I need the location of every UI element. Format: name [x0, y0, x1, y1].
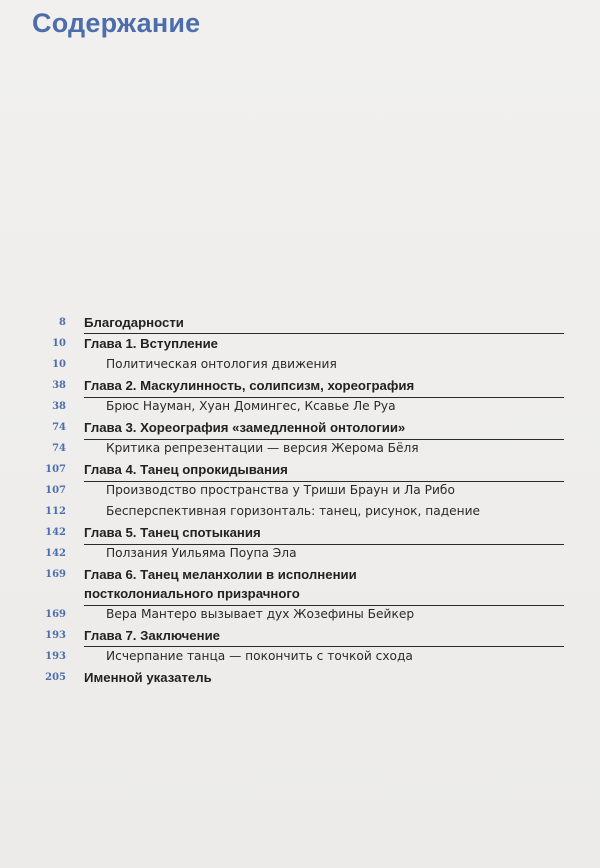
- chapter-title: Именной указатель: [84, 670, 212, 685]
- chapter-title: Глава 4. Танец опрокидывания: [84, 462, 288, 477]
- toc-entry[interactable]: [0, 523, 600, 544]
- toc-entry[interactable]: [0, 313, 600, 334]
- section-title: Ползания Уильяма Поупа Эла: [106, 546, 297, 560]
- page-number: 107: [45, 485, 66, 496]
- divider: [84, 605, 564, 606]
- divider: [84, 646, 564, 647]
- toc-entry[interactable]: [0, 565, 600, 605]
- toc-entry[interactable]: [0, 418, 600, 439]
- toc-subentry[interactable]: [0, 605, 600, 626]
- page-number: 74: [52, 443, 66, 454]
- section-title: Бесперспективная горизонталь: танец, рисунок, падение: [106, 504, 481, 518]
- page-number: 142: [45, 548, 66, 559]
- page-number: 38: [52, 380, 66, 391]
- toc-entry[interactable]: [0, 334, 600, 355]
- chapter-title: Благодарности: [84, 315, 184, 330]
- page-number: 38: [52, 401, 66, 412]
- toc-subentry[interactable]: [0, 439, 600, 460]
- toc-entry[interactable]: [0, 668, 600, 689]
- toc-entry[interactable]: [0, 460, 600, 481]
- section-title: Вера Мантеро вызывает дух Жозефины Бейкер: [106, 607, 415, 621]
- page-number: 74: [52, 422, 66, 433]
- toc-entry[interactable]: [0, 376, 600, 397]
- divider: [84, 439, 564, 440]
- page-number: 169: [45, 569, 66, 580]
- toc-entry[interactable]: [0, 626, 600, 647]
- chapter-title: Глава 7. Заключение: [84, 628, 221, 643]
- toc-subentry[interactable]: [0, 397, 600, 418]
- section-title: Исчерпание танца — покончить с точкой схода: [106, 649, 413, 663]
- page-number: 142: [45, 527, 66, 538]
- chapter-title: Глава 2. Маскулинность, солипсизм, хореография: [84, 378, 415, 393]
- divider: [84, 544, 564, 545]
- divider: [84, 333, 564, 334]
- page-number: 205: [45, 672, 66, 683]
- section-title: Производство пространства у Триши Браун и Ла Рибо: [106, 483, 455, 497]
- toc-subentry[interactable]: [0, 544, 600, 565]
- page-number: 10: [52, 359, 66, 370]
- toc-subentry[interactable]: [0, 481, 600, 502]
- page-number: 112: [45, 506, 66, 517]
- section-title: Политическая онтология движения: [106, 357, 337, 371]
- page-number: 8: [59, 317, 66, 328]
- page-number: 169: [45, 609, 66, 620]
- divider: [84, 397, 564, 398]
- section-title: Критика репрезентации — версия Жерома Бёля: [106, 441, 419, 455]
- chapter-title: Глава 5. Танец спотыкания: [84, 525, 261, 540]
- divider: [84, 481, 564, 482]
- table-of-contents: [0, 313, 600, 689]
- page-number: 193: [45, 651, 66, 662]
- toc-subentry[interactable]: [0, 355, 600, 376]
- chapter-title: Глава 6. Танец меланхолии в исполнении постколониального призрачного: [84, 567, 357, 601]
- chapter-title: Глава 3. Хореография «замедленной онтологии»: [84, 420, 406, 435]
- page-number: 107: [45, 464, 66, 475]
- toc-subentry[interactable]: [0, 647, 600, 668]
- section-title: Брюс Науман, Хуан Домингес, Ксавье Ле Руа: [106, 399, 396, 413]
- toc-subentry[interactable]: [0, 502, 600, 523]
- page-number: 10: [52, 338, 66, 349]
- chapter-title: Глава 1. Вступление: [84, 336, 219, 351]
- page-number: 193: [45, 630, 66, 641]
- page-title: Содержание: [32, 8, 201, 38]
